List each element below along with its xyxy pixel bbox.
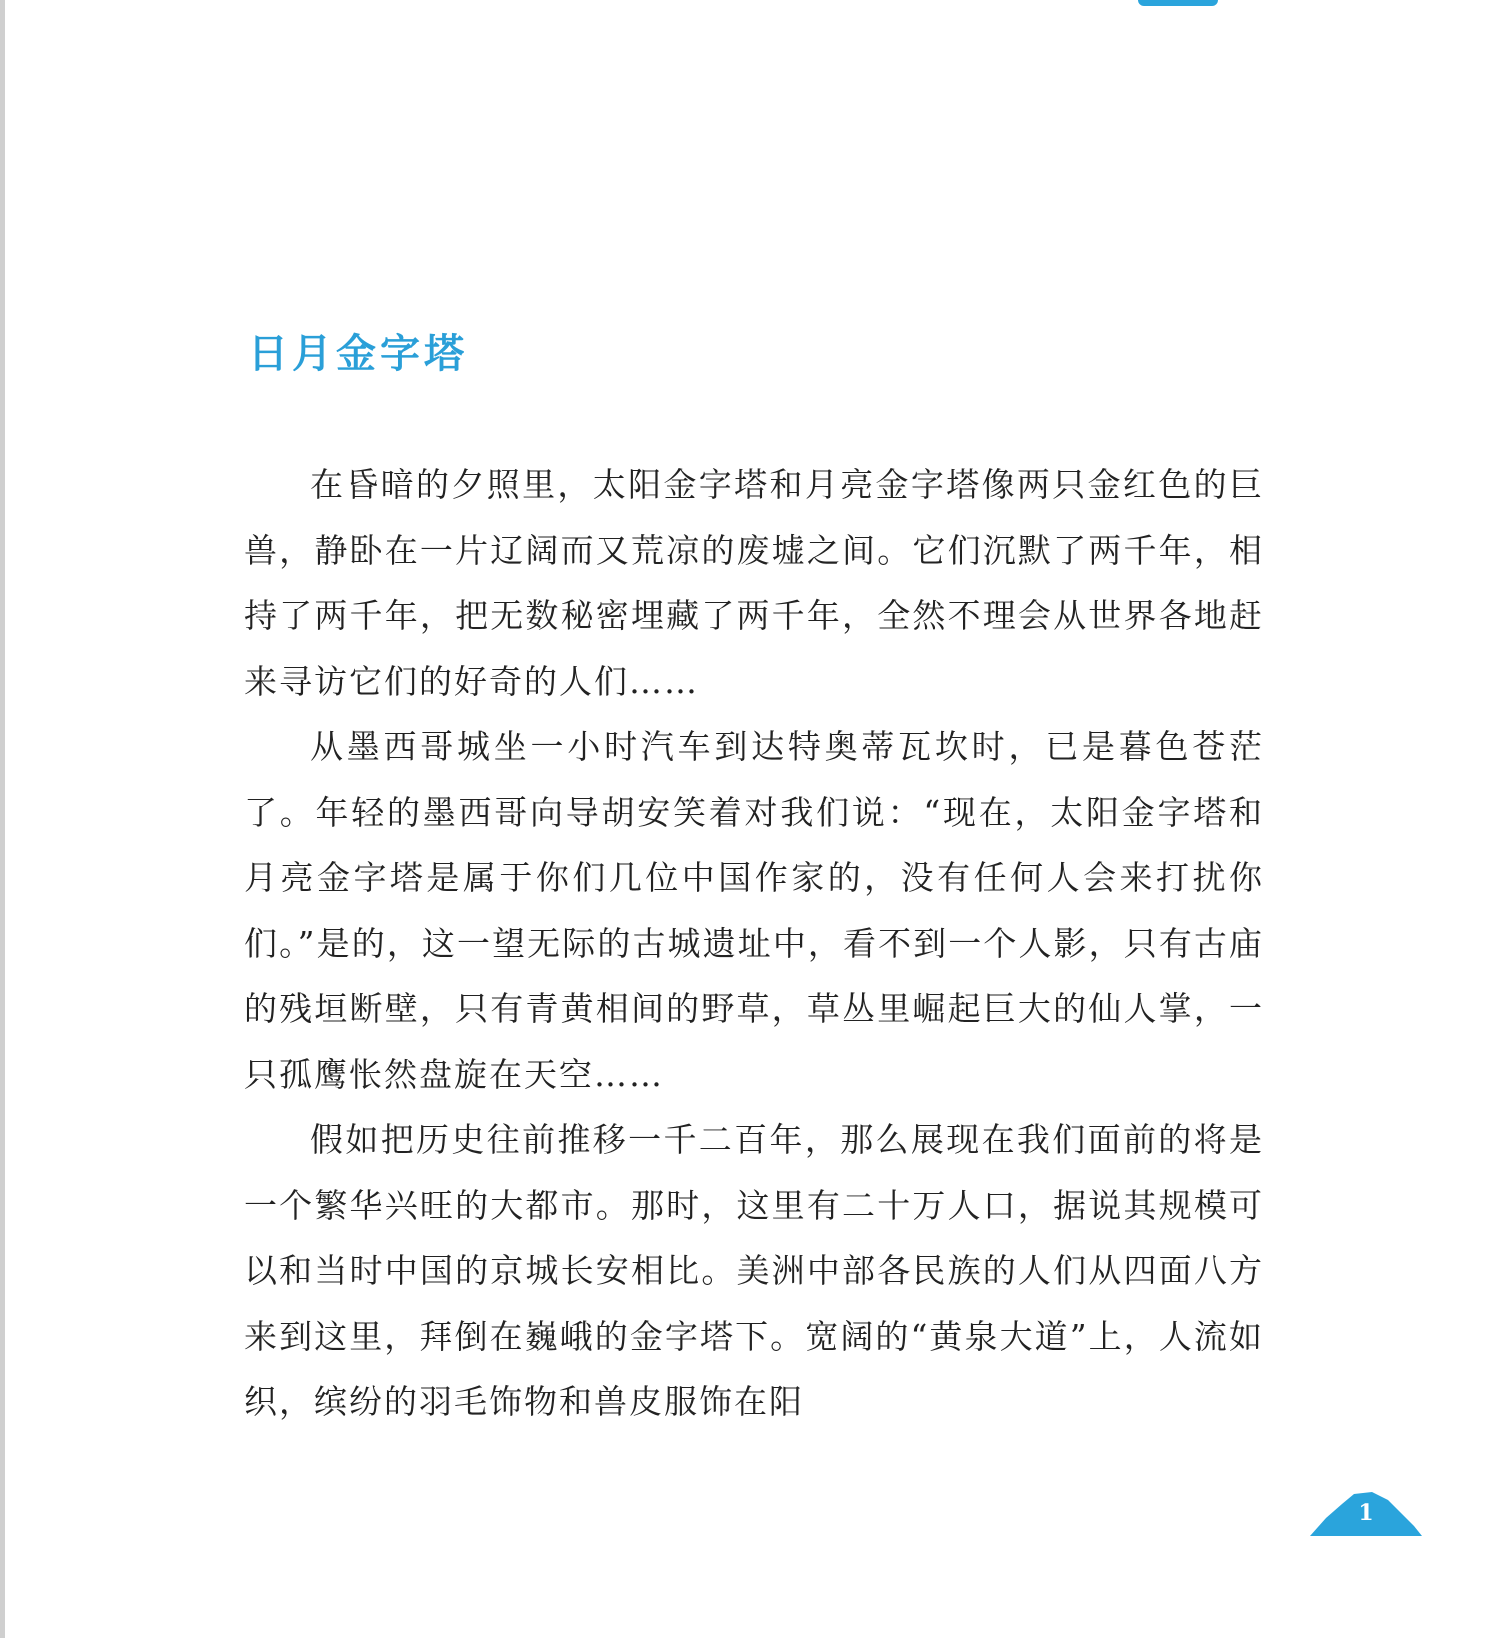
paragraph-2: 从墨西哥城坐一小时汽车到达特奥蒂瓦坎时，已是暮色苍茫了。年轻的墨西哥向导胡安笑着对我们说：“现在，太阳金字塔和月亮金字塔是属于你们几位中国作家的，没有任何人会来打扰你们。”是的，这一望无际的古城遗址中，看不到一个人影，只有古庙的残垣断壁，只有青黄相间的野草，草丛里崛起巨大的仙人掌，一只孤鹰怅然盘旋在天空……: [244, 727, 1264, 1094]
page-number-badge: [1310, 1490, 1422, 1538]
article-body: [244, 452, 1264, 1435]
page-left-edge: [0, 0, 5, 1638]
paragraph-3: 假如把历史往前推移一千二百年，那么展现在我们面前的将是一个繁华兴旺的大都市。那时，这里有二十万人口，据说其规模可以和当时中国的京城长安相比。美洲中部各民族的人们从四面八方来到这里，拜倒在巍峨的金字塔下。宽阔的“黄泉大道”上，人流如织，缤纷的羽毛饰物和兽皮服饰在阳: [244, 1120, 1264, 1421]
page-number: 1: [1358, 1500, 1374, 1526]
top-decoration: [1138, 0, 1218, 6]
paragraph-1: 在昏暗的夕照里，太阳金字塔和月亮金字塔像两只金红色的巨兽，静卧在一片辽阔而又荒凉的废墟之间。它们沉默了两千年，相持了两千年，把无数秘密埋藏了两千年，全然不理会从世界各地赶来寻访它们的好奇的人们……: [244, 465, 1264, 701]
page-title: 日月金字塔: [248, 330, 468, 377]
